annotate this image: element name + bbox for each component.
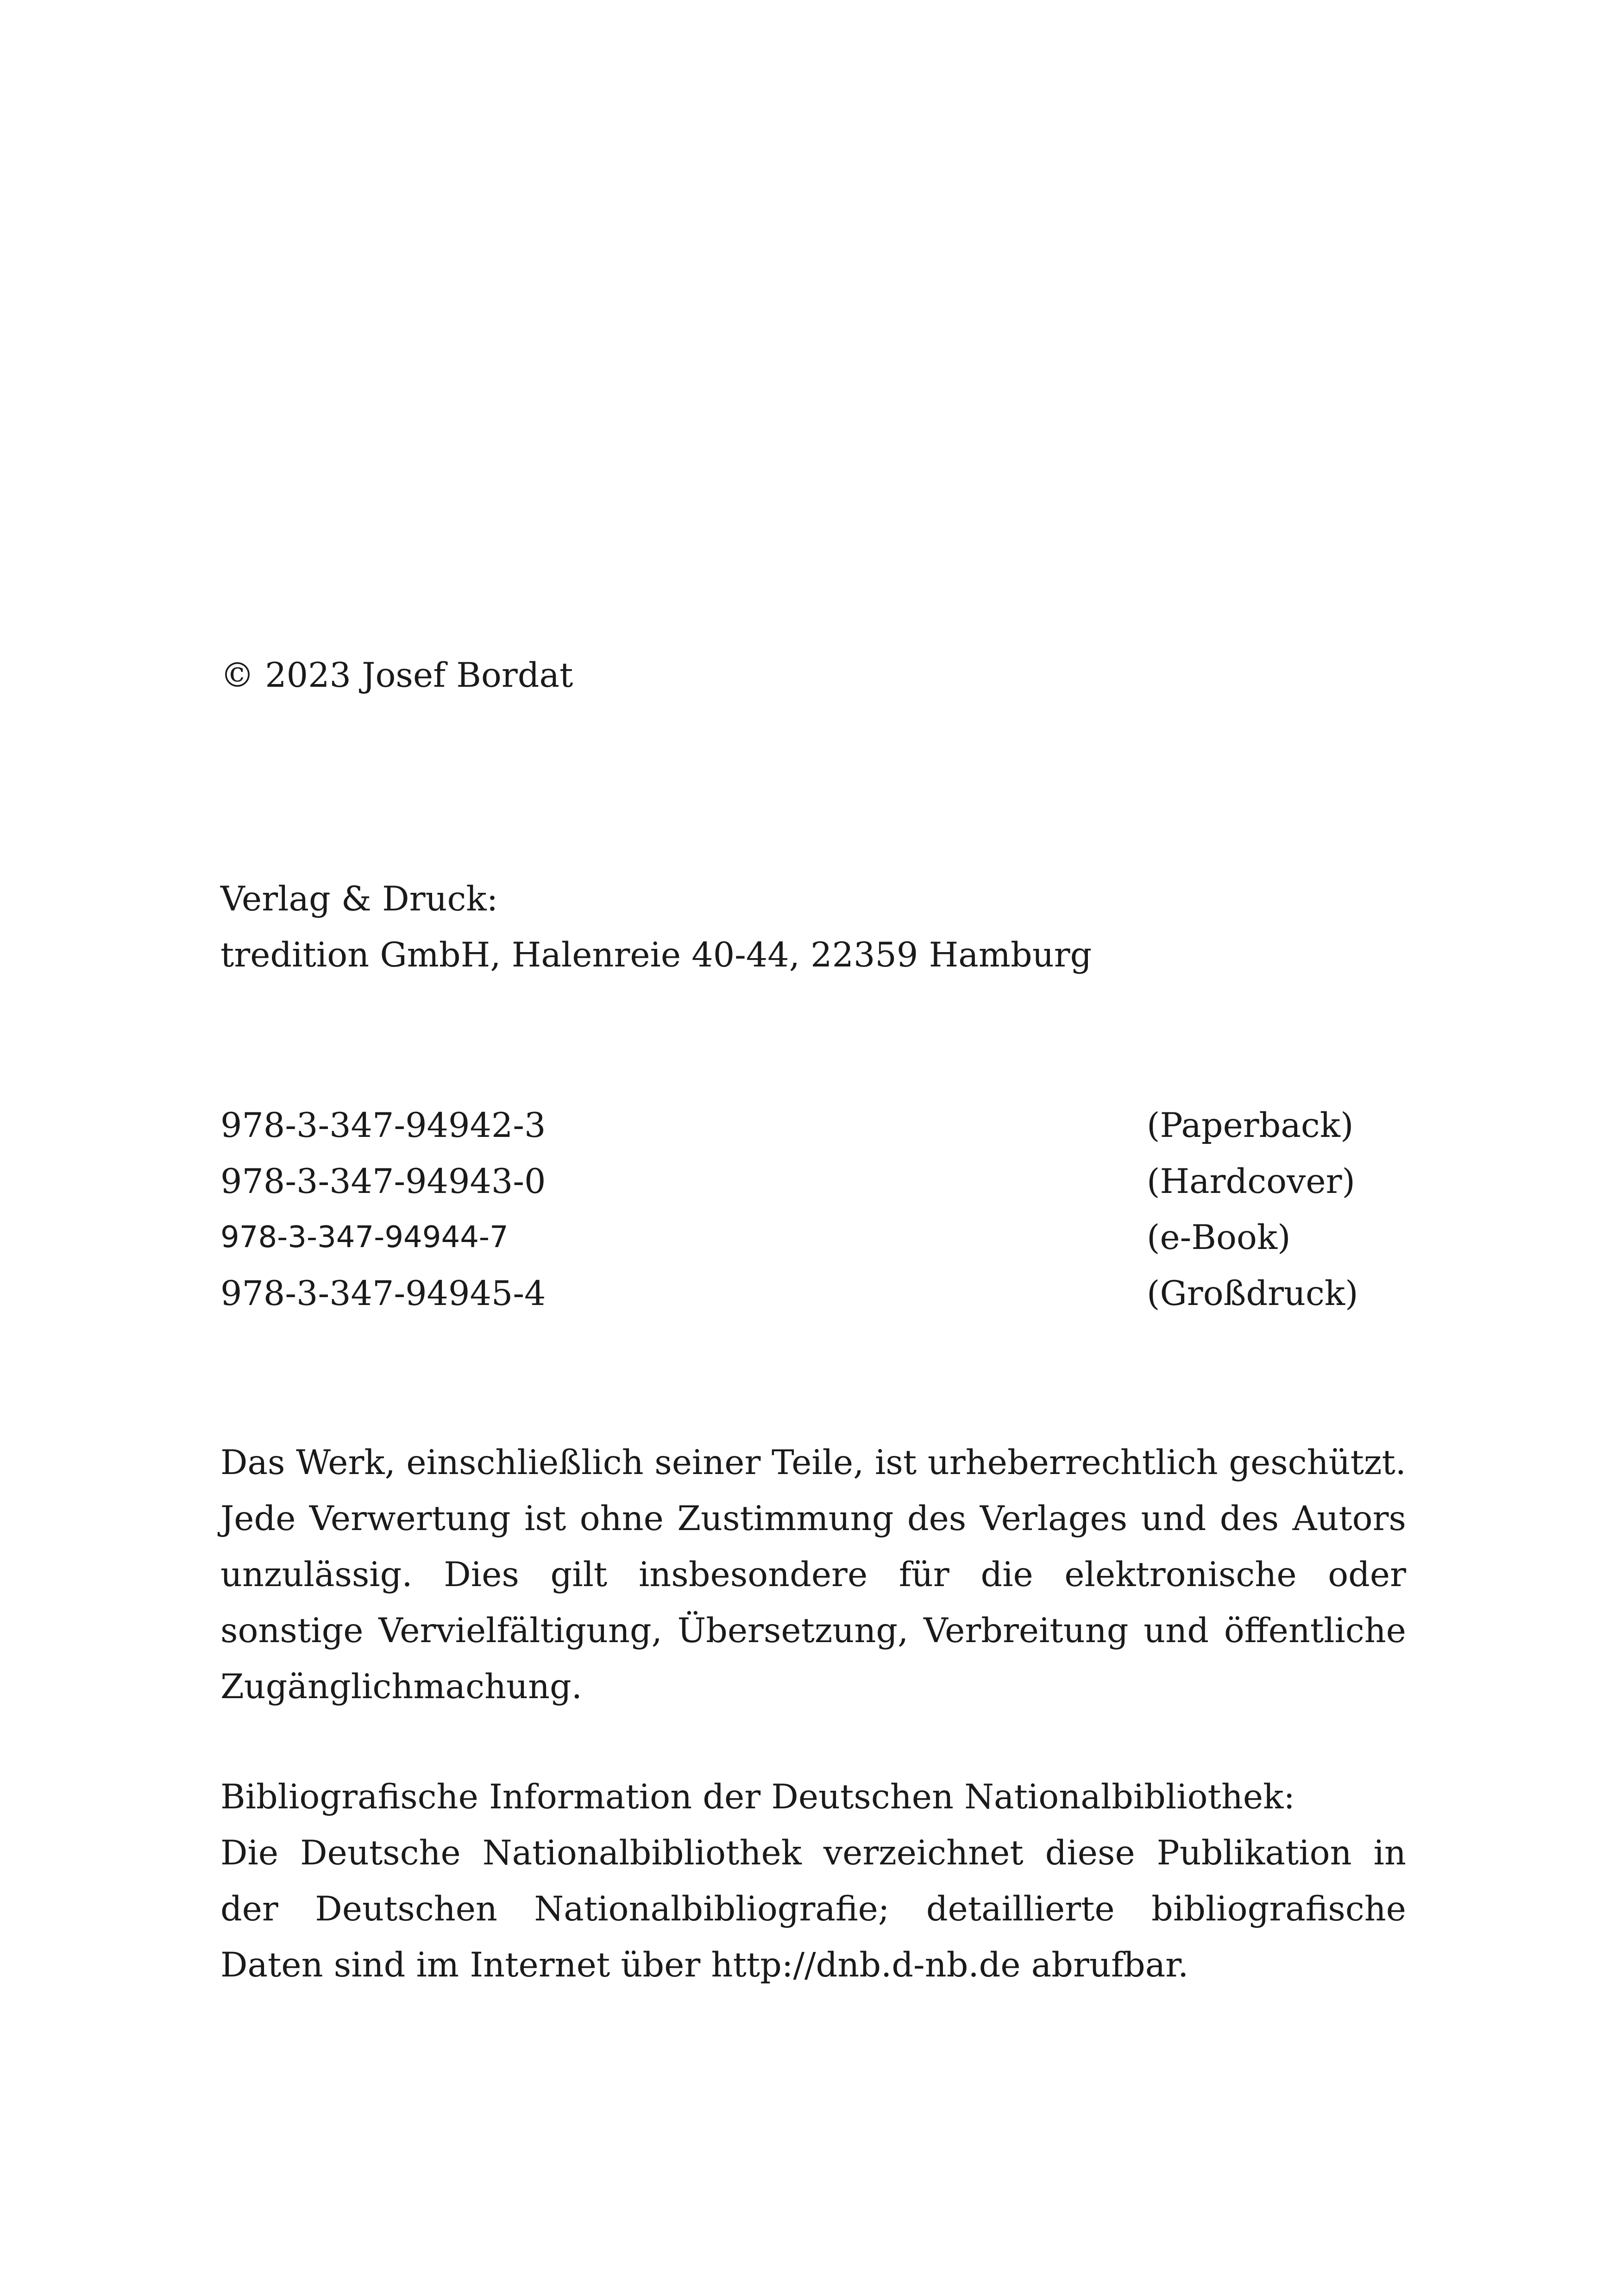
isbn-row	[220, 1154, 1425, 1210]
bibliographic-title: Bibliografische Information der Deutschen Nationalbibliothek:	[220, 1777, 1295, 1817]
publisher-label: Verlag & Druck:	[220, 879, 498, 919]
bibliographic-text: Die Deutsche Nationalbibliothek verzeichnet diese Publikation in der Deutschen Nationalbibliografie; detaillierte bibliografische Daten sind im Internet über http://dnb.d-nb.de abrufbar.	[220, 1833, 1406, 1985]
isbn-row	[220, 1210, 1425, 1266]
isbn-format: (Paperback)	[1147, 1106, 1354, 1145]
isbn-format: (Hardcover)	[1147, 1162, 1355, 1201]
isbn-format: (Großdruck)	[1147, 1274, 1358, 1313]
isbn-row	[220, 1098, 1425, 1154]
isbn-number: 978-3-347-94945-4	[220, 1274, 546, 1313]
isbn-number: 978-3-347-94944-7	[220, 1220, 509, 1255]
rights-notice: Das Werk, einschließlich seiner Teile, ist urheberrechtlich geschützt. Jede Verwertung ist ohne Zustimmung des Verlages und des Autors unzulässig. Dies gilt insbesondere für die elektronische oder sonstige Vervielfältigung, Übersetzung, Verbreitung und öffentliche Zugänglichmachung.	[220, 1443, 1406, 1706]
isbn-list	[220, 1098, 1425, 1322]
isbn-number: 978-3-347-94943-0	[220, 1162, 546, 1201]
isbn-number: 978-3-347-94942-3	[220, 1106, 546, 1145]
publisher-info	[220, 871, 1406, 983]
publisher-address: tredition GmbH, Halenreie 40-44, 22359 Hamburg	[220, 935, 1092, 975]
isbn-row	[220, 1266, 1425, 1322]
copyright-notice: © 2023 Josef Bordat	[220, 656, 573, 695]
isbn-format: (e-Book)	[1147, 1218, 1291, 1257]
